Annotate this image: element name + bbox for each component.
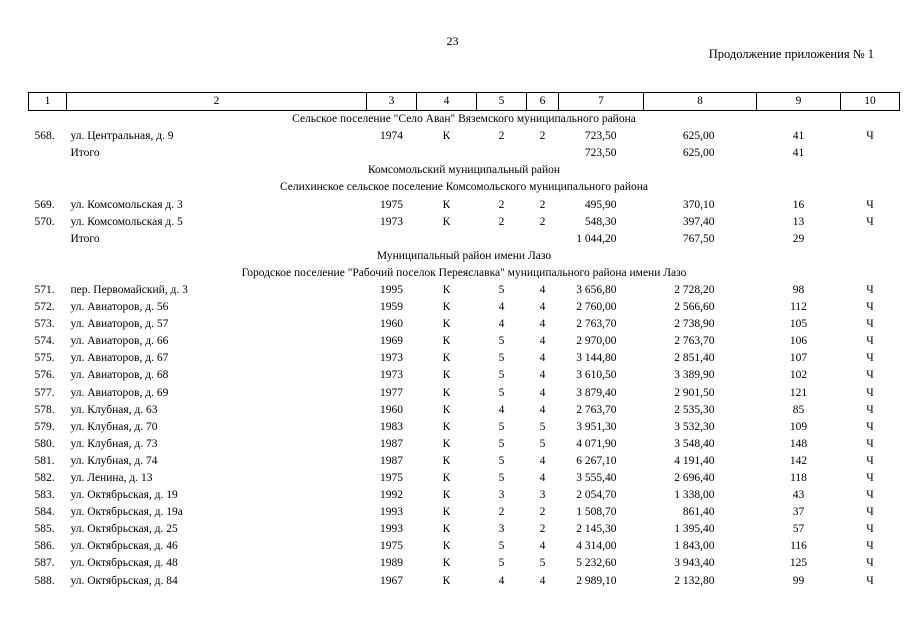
entrances-cell: 2 [539,130,546,143]
total-area-cell: 3 951,30 [576,420,617,433]
address-cell: ул. Октябрьская, д. 46 [70,540,178,553]
table-row [29,573,900,590]
address-cell: ул. Октябрьская, д. 48 [70,557,178,570]
wall-material-cell: К [442,557,451,570]
total-area-cell: 5 232,60 [576,557,617,570]
entrances-cell: 5 [539,420,546,433]
residents-cell: 106 [789,335,808,348]
year-built-cell: 1993 [380,506,403,519]
status-cell: Ч [866,574,874,587]
section-header-row [29,111,900,129]
residents-cell: 41 [792,130,805,143]
wall-material-cell: К [442,301,451,314]
floors-cell: 5 [498,420,505,433]
residents-cell: 37 [792,506,805,519]
living-area-cell: 2 728,20 [674,283,715,296]
residents-cell: 118 [790,472,807,485]
status-cell: Ч [866,369,874,382]
residents-cell: 148 [789,437,808,450]
section-header-row [29,248,900,265]
section-title: Городское поселение "Рабочий поселок Переяславка" муниципального района имени Лазо [241,266,687,279]
living-area-cell: 2 901,50 [674,386,715,399]
row-number-cell: 575. [34,352,55,365]
entrances-cell: 4 [539,352,546,365]
year-built-cell: 1995 [380,283,403,296]
floors-cell: 2 [498,198,505,211]
wall-material-cell: К [442,489,451,502]
residents-cell: 41 [792,147,805,160]
residents-cell: 112 [790,301,807,314]
table-row [29,214,900,231]
status-cell: Ч [866,489,874,502]
year-built-cell: 1973 [380,352,403,365]
address-cell: ул. Авиаторов, д. 56 [70,301,169,314]
floors-cell: 5 [498,557,505,570]
total-area-cell: 4 071,90 [576,437,617,450]
entrances-cell: 4 [539,386,546,399]
address-cell: ул. Клубная, д. 73 [70,437,158,450]
year-built-cell: 1974 [380,130,403,143]
total-area-cell: 2 970,00 [576,335,617,348]
table-row [29,299,900,316]
entrances-cell: 2 [539,215,546,228]
status-cell: Ч [866,454,874,467]
residents-cell: 102 [789,369,808,382]
row-number-cell: 577. [34,386,55,399]
row-number-cell: 578. [34,403,55,416]
floors-cell: 5 [498,540,505,553]
address-cell: ул. Октябрьская, д. 19 [70,489,178,502]
wall-material-cell: К [442,523,451,536]
entrances-cell: 4 [539,318,546,331]
table-row [29,350,900,367]
wall-material-cell: К [442,506,451,519]
row-number-cell: 580. [34,437,55,450]
wall-material-cell: К [442,403,451,416]
entrances-cell: 4 [539,574,546,587]
wall-material-cell: К [442,283,451,296]
residents-cell: 57 [792,523,805,536]
total-area-cell: 6 267,10 [576,454,617,467]
living-area-cell: 3 532,30 [674,420,715,433]
total-area-cell: 1 508,70 [576,506,617,519]
status-cell: Ч [866,523,874,536]
floors-cell: 5 [498,437,505,450]
row-number-cell: 568. [34,130,55,143]
year-built-cell: 1993 [380,523,403,536]
address-cell: Итого [70,147,100,160]
entrances-cell: 4 [539,540,546,553]
address-cell: ул. Октябрьская, д. 25 [70,523,178,536]
wall-material-cell: К [442,454,451,467]
address-cell: Итого [70,232,100,245]
floors-cell: 5 [498,335,505,348]
wall-material-cell: К [442,369,451,382]
table-row [29,504,900,521]
address-cell: ул. Ленина, д. 13 [70,472,153,485]
row-number-cell: 574. [34,335,55,348]
status-cell: Ч [866,318,874,331]
table-row [29,453,900,470]
floors-cell: 5 [498,454,505,467]
row-number-cell: 569. [34,198,55,211]
section-title: Сельское поселение "Село Аван" Вяземского муниципального района [292,113,636,126]
floors-cell: 5 [498,369,505,382]
living-area-cell: 4 191,40 [674,454,715,467]
address-cell: пер. Первомайский, д. 3 [70,283,188,296]
year-built-cell: 1967 [380,574,403,587]
residents-cell: 125 [789,557,808,570]
floors-cell: 4 [498,403,505,416]
year-built-cell [367,231,417,248]
wall-material-cell: К [442,386,451,399]
total-area-cell: 3 656,80 [576,283,617,296]
floors-cell: 5 [498,283,505,296]
wall-material-cell: К [442,215,451,228]
floors-cell [477,231,527,248]
residents-cell: 109 [789,420,808,433]
column-header-6: 6 [527,93,559,111]
entrances-cell: 4 [539,403,546,416]
address-cell: ул. Авиаторов, д. 67 [70,352,169,365]
status-cell [841,145,900,162]
address-cell: ул. Комсомольская д. 5 [70,215,183,228]
housing-table [28,92,900,590]
residents-cell: 16 [792,198,805,211]
status-cell: Ч [866,283,874,296]
status-cell: Ч [866,215,874,228]
address-cell: ул. Авиаторов, д. 69 [70,386,169,399]
address-cell: ул. Клубная, д. 74 [70,454,158,467]
year-built-cell: 1989 [380,557,403,570]
year-built-cell: 1975 [380,472,403,485]
year-built-cell: 1987 [380,437,403,450]
living-area-cell: 2 132,80 [674,574,715,587]
floors-cell: 5 [498,472,505,485]
table-row [29,128,900,145]
table-row [29,419,900,436]
wall-material-cell: К [442,352,451,365]
column-header-2: 2 [67,93,367,111]
appendix-continuation: Продолжение приложения № 1 [708,47,874,61]
row-number-cell: 587. [34,557,55,570]
residents-cell: 29 [792,232,805,245]
address-cell: ул. Центральная, д. 9 [70,130,174,143]
total-row [29,231,900,248]
living-area-cell: 3 548,40 [674,437,715,450]
living-area-cell: 1 395,40 [674,523,715,536]
table-row [29,487,900,504]
entrances-cell: 4 [539,283,546,296]
column-header-9: 9 [757,93,841,111]
entrances-cell [527,145,559,162]
total-area-cell: 495,90 [584,198,617,211]
address-cell: ул. Октябрьская, д. 84 [70,574,178,587]
entrances-cell: 4 [539,454,546,467]
wall-material-cell: К [442,335,451,348]
total-area-cell: 3 555,40 [576,472,617,485]
living-area-cell: 1 338,00 [674,489,715,502]
entrances-cell: 4 [539,369,546,382]
residents-cell: 13 [792,215,805,228]
residents-cell: 105 [789,318,808,331]
row-number-cell: 579. [34,420,55,433]
status-cell: Ч [866,301,874,314]
total-area-cell: 3 610,50 [576,369,617,382]
table-row [29,196,900,213]
column-header-4: 4 [417,93,477,111]
entrances-cell: 3 [539,489,546,502]
residents-cell: 116 [790,540,807,553]
total-area-cell: 2 760,00 [576,301,617,314]
section-title: Комсомольский муниципальный район [367,164,561,177]
entrances-cell: 4 [539,335,546,348]
wall-material-cell: К [442,198,451,211]
living-area-cell: 2 696,40 [674,472,715,485]
row-number-cell: 581. [34,454,55,467]
entrances-cell: 4 [539,472,546,485]
entrances-cell [527,231,559,248]
row-number-cell: 571. [34,283,55,296]
status-cell: Ч [866,130,874,143]
wall-material-cell: К [442,540,451,553]
year-built-cell: 1960 [380,403,403,416]
living-area-cell: 3 943,40 [674,557,715,570]
status-cell: Ч [866,386,874,399]
wall-material-cell [417,145,477,162]
floors-cell: 5 [498,352,505,365]
year-built-cell: 1975 [380,540,403,553]
total-area-cell: 2 989,10 [576,574,617,587]
wall-material-cell [417,231,477,248]
year-built-cell: 1973 [380,215,403,228]
status-cell: Ч [866,540,874,553]
floors-cell: 3 [498,523,505,536]
address-cell: ул. Клубная, д. 63 [70,403,158,416]
residents-cell: 107 [789,352,808,365]
table-header-row [29,93,900,111]
floors-cell: 5 [498,386,505,399]
row-number-cell: 585. [34,523,55,536]
row-number-cell: 583. [34,489,55,502]
address-cell: ул. Авиаторов, д. 66 [70,335,169,348]
column-header-8: 8 [644,93,757,111]
row-number-cell: 576. [34,369,55,382]
residents-cell: 85 [792,403,805,416]
residents-cell: 121 [789,386,808,399]
total-area-cell: 2 054,70 [576,489,617,502]
wall-material-cell: К [442,574,451,587]
floors-cell: 2 [498,130,505,143]
year-built-cell: 1960 [380,318,403,331]
year-built-cell: 1975 [380,198,403,211]
section-title: Муниципальный район имени Лазо [376,249,552,262]
floors-cell: 3 [498,489,505,502]
year-built-cell: 1969 [380,335,403,348]
address-cell: ул. Клубная, д. 70 [70,420,158,433]
floors-cell: 2 [498,215,505,228]
total-area-cell: 548,30 [584,215,617,228]
year-built-cell: 1992 [380,489,403,502]
table-row [29,402,900,419]
floors-cell: 4 [498,301,505,314]
row-number-cell: 582. [34,472,55,485]
living-area-cell: 861,40 [682,506,715,519]
total-area-cell: 2 763,70 [576,403,617,416]
row-number-cell [29,231,67,248]
address-cell: ул. Авиаторов, д. 68 [70,369,169,382]
total-area-cell: 723,50 [584,147,617,160]
address-cell: ул. Комсомольская д. 3 [70,198,183,211]
status-cell: Ч [866,335,874,348]
table-row [29,470,900,487]
residents-cell: 142 [789,454,808,467]
residents-cell: 99 [792,574,805,587]
living-area-cell: 2 535,30 [674,403,715,416]
page-number: 23 [446,34,459,48]
living-area-cell: 2 566,60 [674,301,715,314]
floors-cell: 2 [498,506,505,519]
status-cell: Ч [866,352,874,365]
table-row [29,385,900,402]
total-area-cell: 723,50 [584,130,617,143]
residents-cell: 98 [792,283,805,296]
address-cell: ул. Октябрьская, д. 19а [70,506,183,519]
table-row [29,367,900,384]
entrances-cell: 2 [539,523,546,536]
section-header-row [29,265,900,282]
living-area-cell: 2 738,90 [674,318,715,331]
status-cell [841,231,900,248]
floors-cell: 4 [498,318,505,331]
row-number-cell: 570. [34,215,55,228]
column-header-1: 1 [29,93,67,111]
living-area-cell: 625,00 [682,130,715,143]
total-area-cell: 3 879,40 [576,386,617,399]
table-row [29,538,900,555]
total-area-cell: 3 144,80 [576,352,617,365]
column-header-5: 5 [477,93,527,111]
table-row [29,316,900,333]
entrances-cell: 5 [539,557,546,570]
table-row [29,555,900,572]
living-area-cell: 370,10 [682,198,715,211]
table-body [29,111,900,590]
year-built-cell: 1977 [380,386,403,399]
total-area-cell: 1 044,20 [576,232,617,245]
section-header-row [29,179,900,196]
year-built-cell: 1983 [380,420,403,433]
year-built-cell [367,145,417,162]
address-cell: ул. Авиаторов, д. 57 [70,318,169,331]
status-cell: Ч [866,557,874,570]
total-area-cell: 2 145,30 [576,523,617,536]
entrances-cell: 2 [539,198,546,211]
table-row [29,333,900,350]
column-header-7: 7 [559,93,644,111]
year-built-cell: 1973 [380,369,403,382]
row-number-cell: 584. [34,506,55,519]
living-area-cell: 1 843,00 [674,540,715,553]
row-number-cell [29,145,67,162]
section-title: Селихинское сельское поселение Комсомольского муниципального района [279,181,649,194]
status-cell: Ч [866,198,874,211]
year-built-cell: 1987 [380,454,403,467]
status-cell: Ч [866,472,874,485]
wall-material-cell: К [442,437,451,450]
living-area-cell: 625,00 [682,147,715,160]
year-built-cell: 1959 [380,301,403,314]
living-area-cell: 767,50 [682,232,715,245]
wall-material-cell: К [442,420,451,433]
status-cell: Ч [866,420,874,433]
section-header-row [29,162,900,179]
living-area-cell: 397,40 [682,215,715,228]
wall-material-cell: К [442,472,451,485]
table-row [29,282,900,299]
column-header-10: 10 [841,93,900,111]
total-area-cell: 2 763,70 [576,318,617,331]
table-row [29,436,900,453]
row-number-cell: 586. [34,540,55,553]
status-cell: Ч [866,437,874,450]
living-area-cell: 3 389,90 [674,369,715,382]
wall-material-cell: К [442,318,451,331]
row-number-cell: 573. [34,318,55,331]
residents-cell: 43 [792,489,805,502]
row-number-cell: 572. [34,301,55,314]
column-header-3: 3 [367,93,417,111]
status-cell: Ч [866,506,874,519]
living-area-cell: 2 763,70 [674,335,715,348]
wall-material-cell: К [442,130,451,143]
status-cell: Ч [866,403,874,416]
total-area-cell: 4 314,00 [576,540,617,553]
living-area-cell: 2 851,40 [674,352,715,365]
entrances-cell: 4 [539,301,546,314]
floors-cell [477,145,527,162]
entrances-cell: 2 [539,506,546,519]
entrances-cell: 5 [539,437,546,450]
floors-cell: 4 [498,574,505,587]
total-row [29,145,900,162]
table-row [29,521,900,538]
row-number-cell: 588. [34,574,55,587]
